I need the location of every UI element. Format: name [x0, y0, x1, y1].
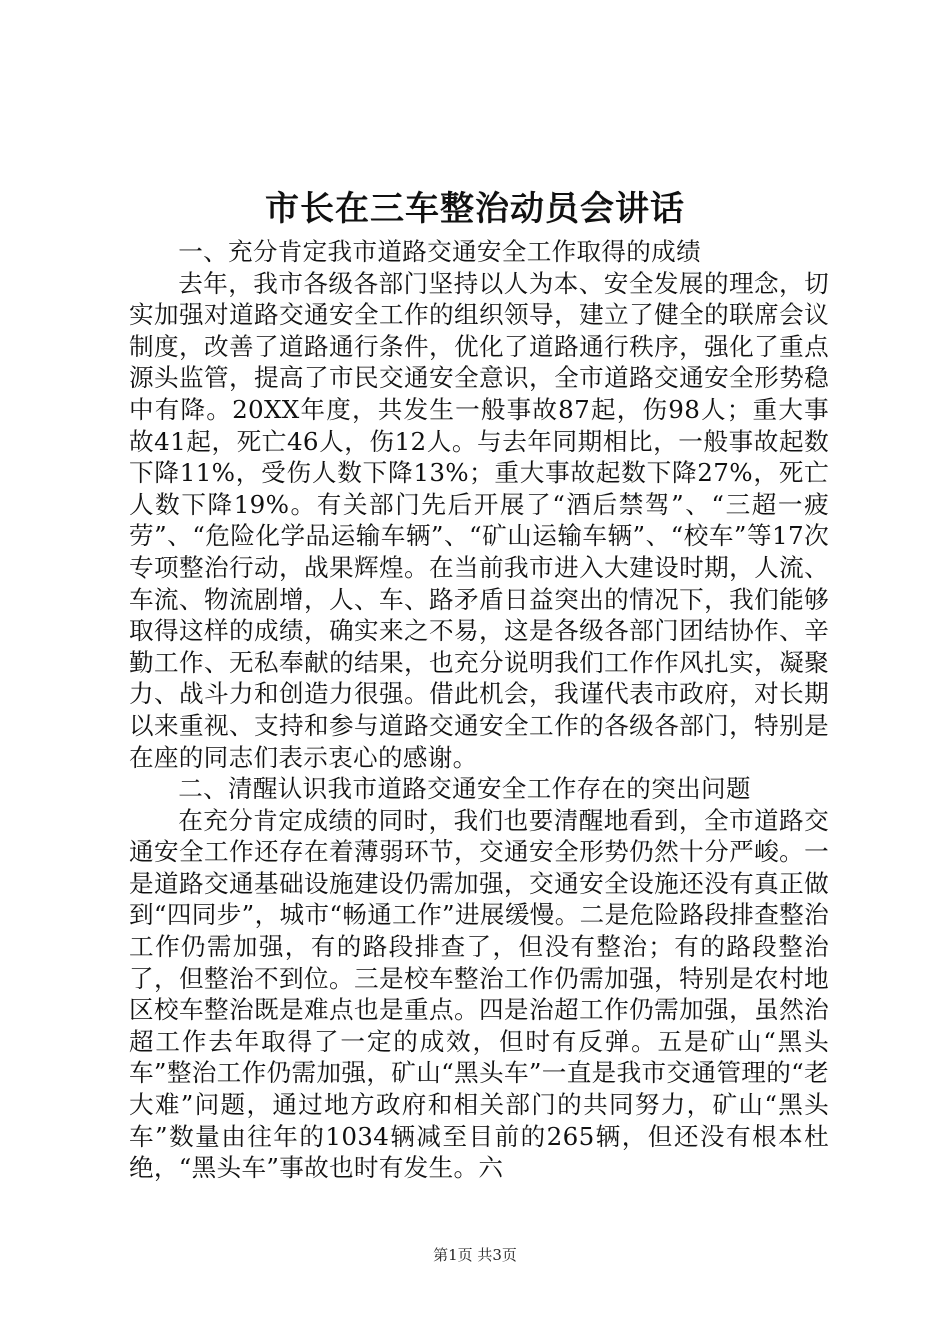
paragraph-problems: 在充分肯定成绩的同时，我们也要清醒地看到，全市道路交通安全工作还存在着薄弱环节，交通安全形势仍然十分严峻。一是道路交通基础设施建设仍需加强，交通安全设施还没有真正做到“四同步”，城市“畅通工作”进展缓慢。二是危险路段排查整治工作仍需加强，有的路段排查了，但没有整治；有的路段整治了，但整治不到位。三是校车整治工作仍需加强，特别是农村地区校车整治既是难点也是重点。四是治超工作仍需加强，虽然治超工作去年取得了一定的成效，但时有反弹。五是矿山“黑头车”整治工作仍需加强，矿山“黑头车”一直是我市交通管理的“老大难”问题，通过地方政府和相关部门的共同努力，矿山“黑头车”数量由往年的1034辆减至目前的265辆，但还没有根本杜绝，“黑头车”事故也时有发生。六 — [129, 805, 829, 1183]
section-heading-2: 二、清醒认识我市道路交通安全工作存在的突出问题 — [178, 774, 751, 804]
section-heading-1: 一、充分肯定我市道路交通安全工作取得的成绩 — [178, 237, 701, 266]
paragraph-achievements: 去年，我市各级各部门坚持以人为本、安全发展的理念，切实加强对道路交通安全工作的组织领导，建立了健全的联席会议制度，改善了道路通行条件，优化了道路通行秩序，强化了重点源头监管，提高了市民交通安全意识，全市道路交通安全形势稳中有降。20XX年度，共发生一般事故87起，伤98人；重大事故41起，死亡46人，伤12人。与去年同期相比，一般事故起数下降11%，受伤人数下降13%；重大事故起数下降27%，死亡人数下降19%。有关部门先后开展了“酒后禁驾”、“三超一疲劳”、“危险化学品运输车辆”、“矿山运输车辆”、“校车”等17次专项整治行动，战果辉煌。在当前我市进入大建设时期，人流、车流、物流剧增，人、车、路矛盾日益突出的情况下，我们能够取得这样的成绩，确实来之不易，这是各级各部门团结协作、辛勤工作、无私奉献的结果，也充分说明我们工作作风扎实，凝聚力、战斗力和创造力很强。借此机会，我谨代表市政府，对长期以来重视、支持和参与道路交通安全工作的各级各部门，特别是在座的同志们表示衷心的感谢。 — [129, 268, 829, 772]
page-footer: 第1页 共3页 — [433, 1246, 517, 1264]
document-body — [129, 236, 829, 1184]
document-title: 市长在三车整治动员会讲话 — [265, 189, 685, 229]
